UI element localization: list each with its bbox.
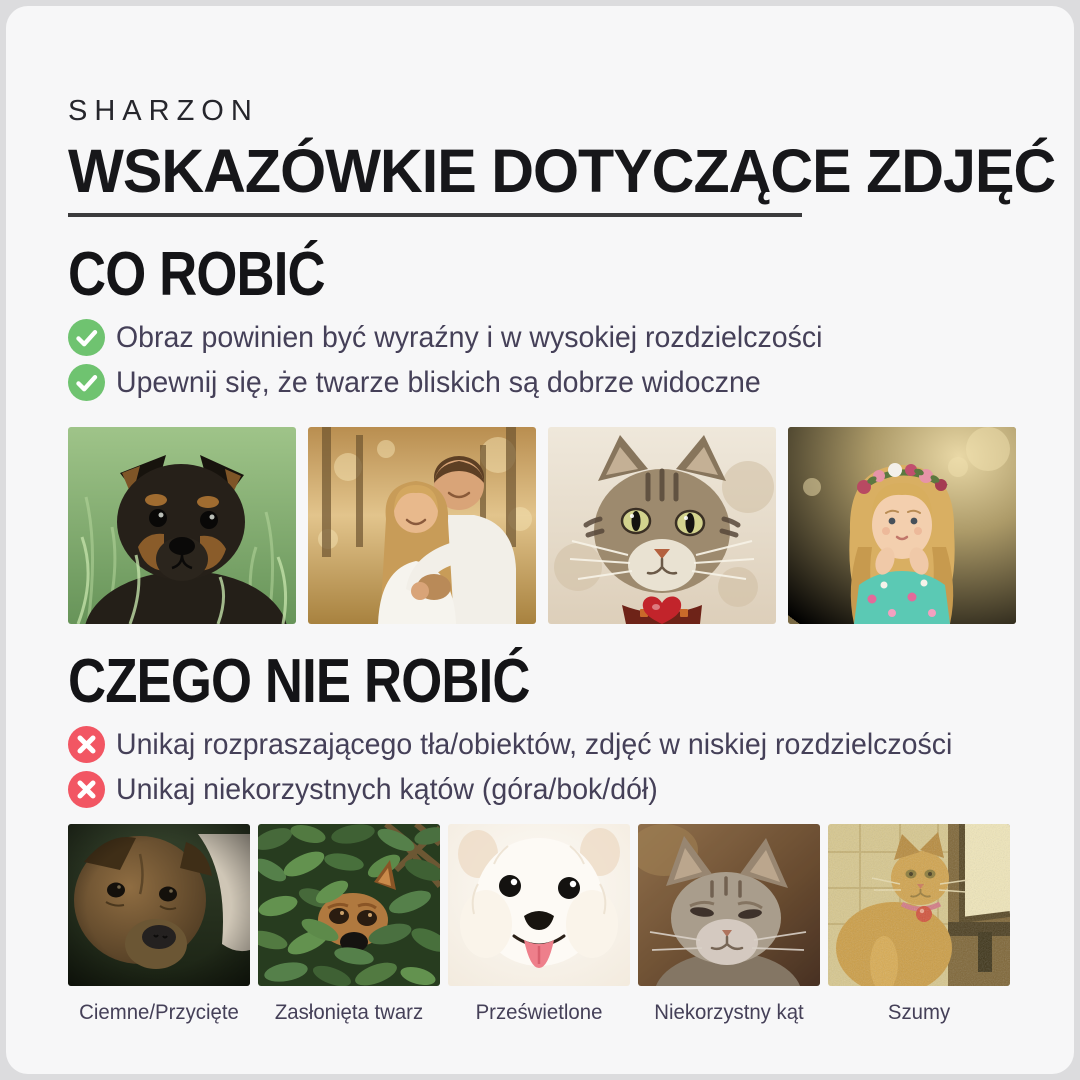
bad-photos-row bbox=[68, 824, 1074, 1025]
dont-section bbox=[68, 647, 1074, 1025]
do-bullet-text: Upewnij się, że twarze bliskich są dobrze widoczne bbox=[116, 365, 761, 399]
photo-caption: Szumy bbox=[887, 1001, 951, 1024]
dont-bullets bbox=[68, 722, 1074, 812]
do-section bbox=[68, 240, 1074, 624]
do-bullet-2 bbox=[68, 360, 1074, 405]
dont-bullet-text: Unikaj niekorzystnych kątów (góra/bok/dół) bbox=[116, 772, 658, 806]
photo-cat-bad-angle bbox=[638, 824, 820, 1025]
photo-caption: Zasłonięta twarz bbox=[274, 1001, 424, 1024]
photo-overexposed-dog bbox=[448, 824, 630, 1025]
do-bullet-1 bbox=[68, 315, 1074, 360]
brand-logo: SHARZON bbox=[68, 95, 259, 127]
title-underline bbox=[68, 213, 802, 217]
photo-caption: Ciemne/Przycięte bbox=[79, 1001, 239, 1024]
cross-icon bbox=[68, 771, 105, 808]
good-photos-row bbox=[68, 427, 1074, 624]
check-icon bbox=[68, 364, 105, 401]
photo-noisy-cat bbox=[828, 824, 1010, 1025]
check-icon bbox=[68, 319, 105, 356]
page-title: WSKAZÓWKIE DOTYCZĄCE ZDJĘĆ bbox=[68, 137, 1056, 205]
dont-bullet-2 bbox=[68, 767, 1074, 812]
do-bullets bbox=[68, 315, 1074, 405]
photo-couple-hugging bbox=[308, 427, 536, 624]
infographic-card bbox=[6, 6, 1074, 1074]
photo-caption: Prześwietlone bbox=[475, 1001, 603, 1024]
dont-bullet-1 bbox=[68, 722, 1074, 767]
dont-bullet-text: Unikaj rozpraszającego tła/obiektów, zdjęć w niskiej rozdzielczości bbox=[116, 727, 953, 761]
photo-tabby-cat-closeup bbox=[548, 427, 776, 624]
photo-dark-cropped-dog bbox=[68, 824, 250, 1025]
do-heading: CO ROBIĆ bbox=[68, 240, 325, 309]
photo-caption: Niekorzystny kąt bbox=[654, 1001, 804, 1024]
photo-puppy-in-grass bbox=[68, 427, 296, 624]
photo-dog-hidden-in-bushes bbox=[258, 824, 440, 1025]
do-bullet-text: Obraz powinien być wyraźny i w wysokiej rozdzielczości bbox=[116, 320, 823, 354]
dont-heading: CZEGO NIE ROBIĆ bbox=[68, 647, 530, 716]
cross-icon bbox=[68, 726, 105, 763]
photo-girl-flower-crown bbox=[788, 427, 1016, 624]
